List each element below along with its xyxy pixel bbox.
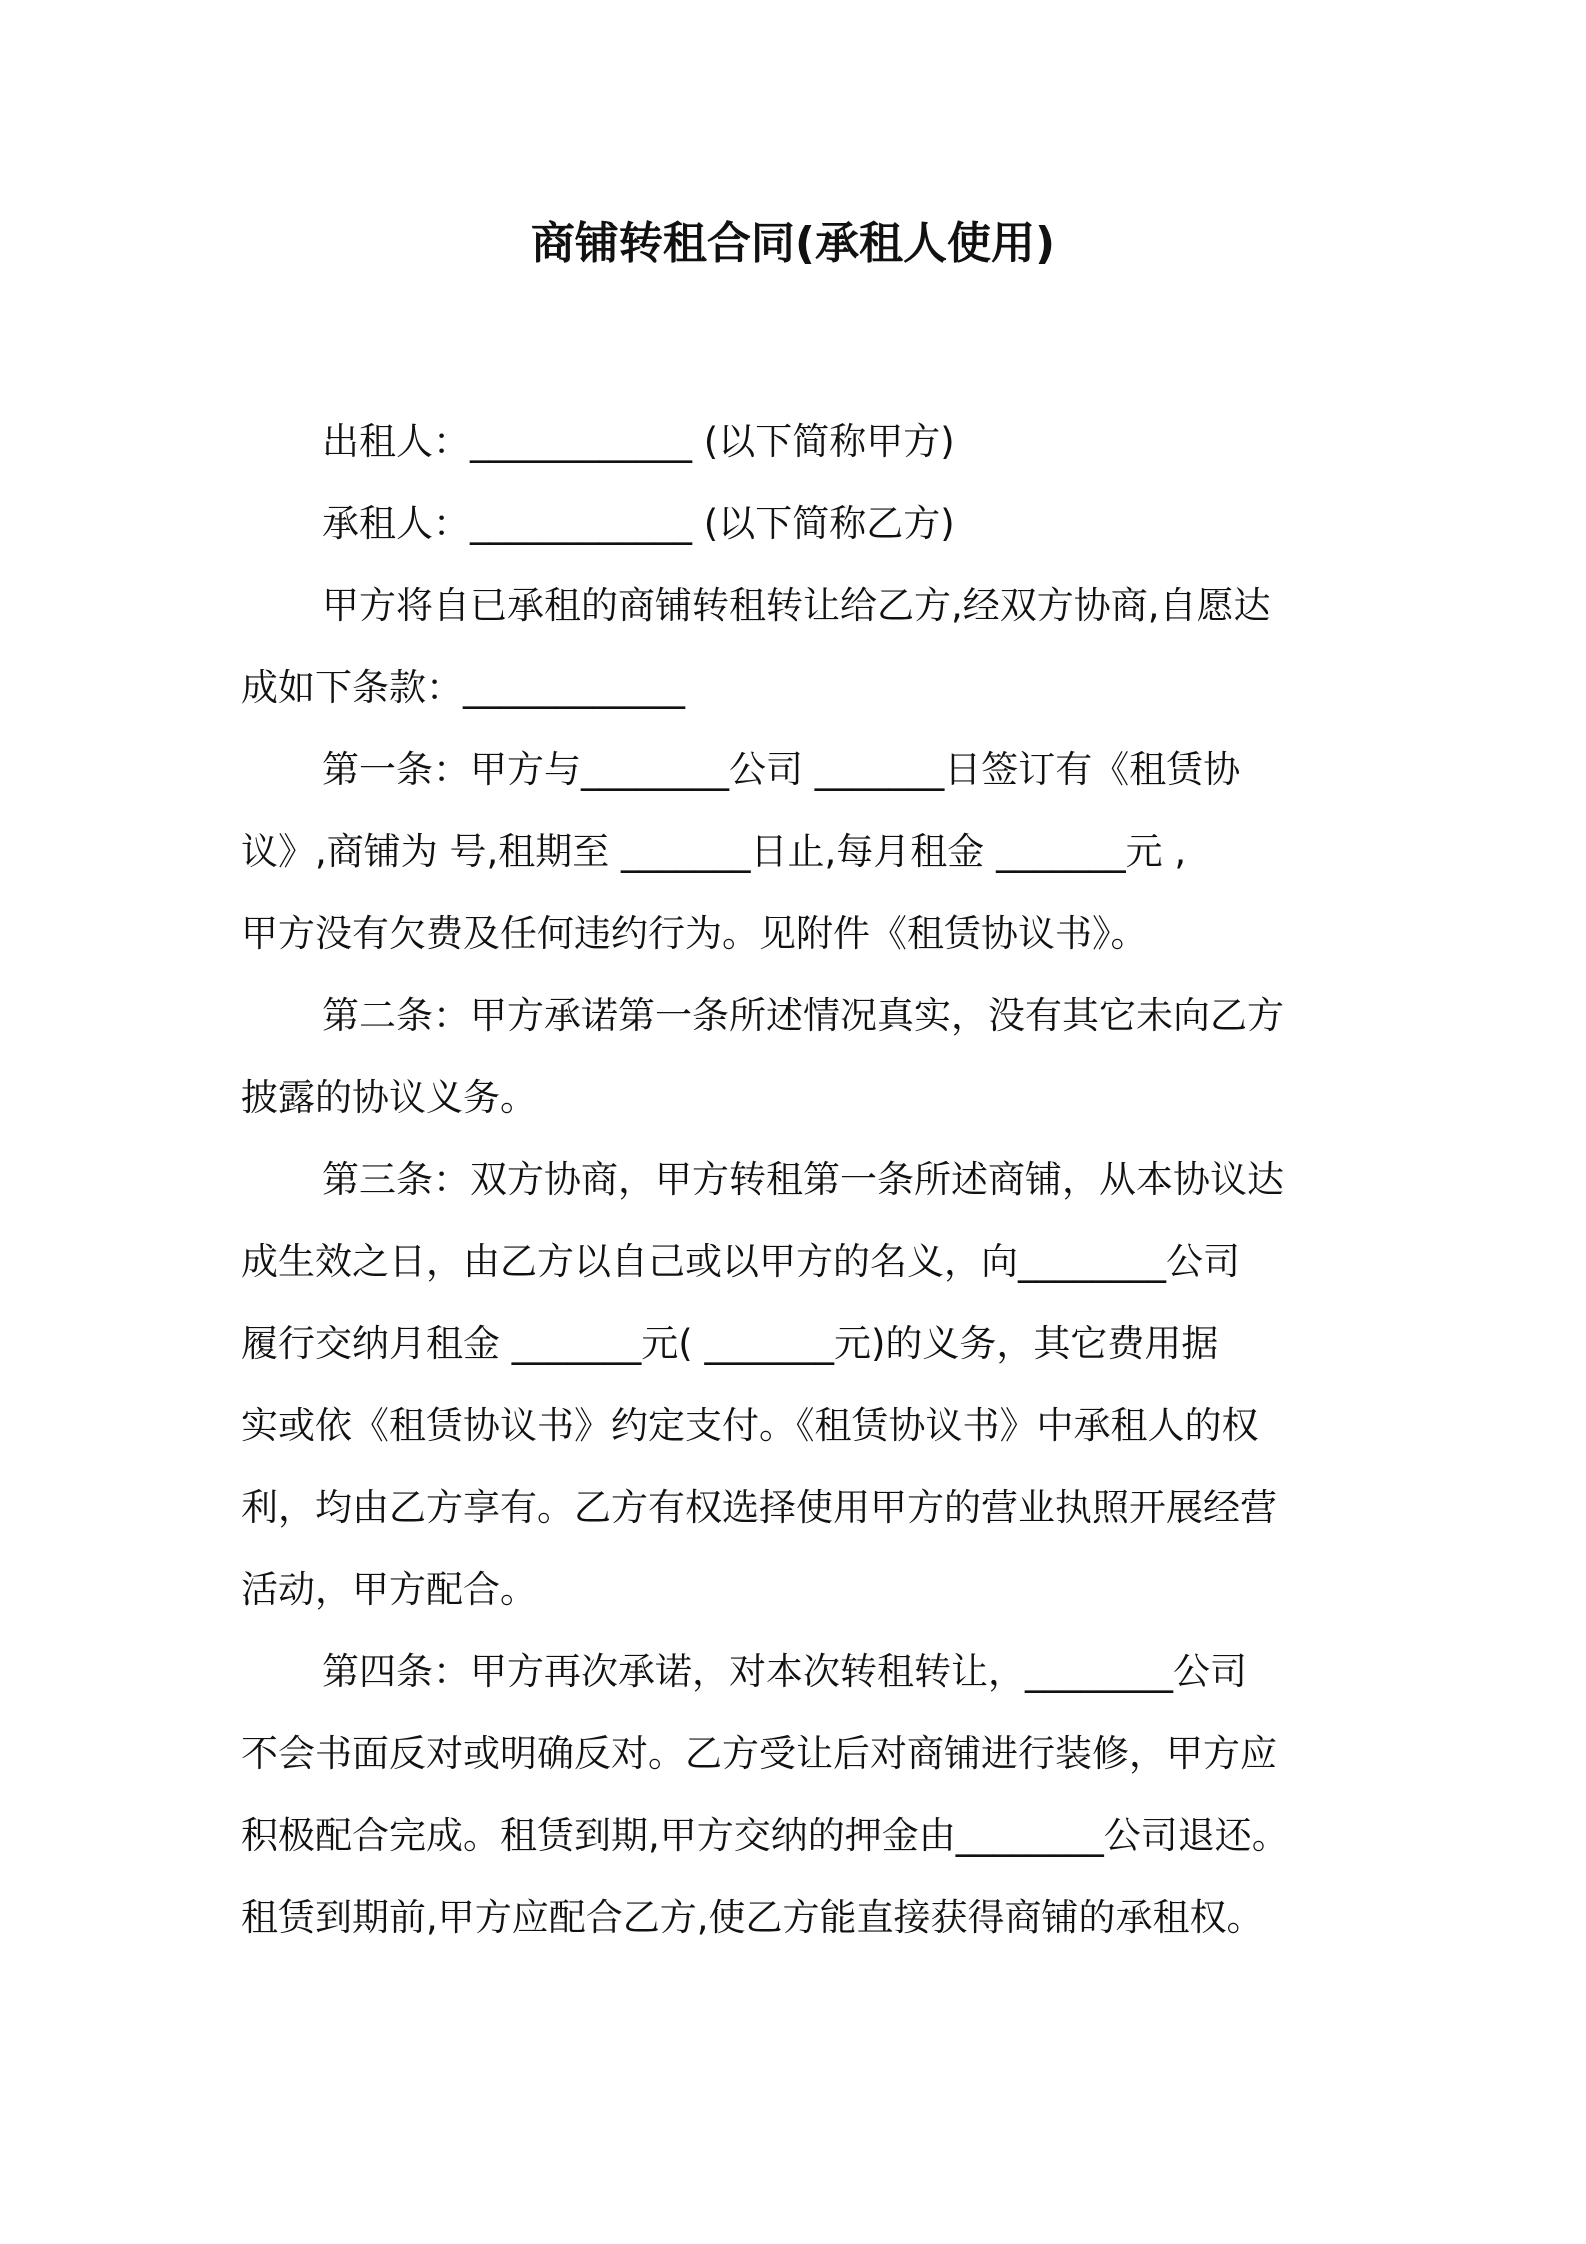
article-4-line-4: 租赁到期前,甲方应配合乙方,使乙方能直接获得商铺的承租权。 (241, 1896, 1264, 1939)
lessor-line: 出租人：____________ (以下简称甲方) (322, 420, 955, 463)
article-2-line-2: 披露的协议义务。 (241, 1076, 537, 1119)
article-1-line-1: 第一条：甲方与________公司 _______日签订有《租赁协 (322, 748, 1241, 791)
article-3-line-2: 成生效之日，由乙方以自己或以甲方的名义，向________公司 (241, 1240, 1240, 1283)
article-3-line-6: 活动，甲方配合。 (241, 1568, 537, 1611)
article-4-line-3: 积极配合完成。租赁到期,甲方交纳的押金由________公司退还。 (241, 1814, 1289, 1857)
article-1-line-2: 议》,商铺为 号,租期至 _______日止,每月租金 _______元 , (241, 830, 1187, 873)
article-4-line-2: 不会书面反对或明确反对。乙方受让后对商铺进行装修，甲方应 (241, 1732, 1277, 1775)
article-3-line-5: 利，均由乙方享有。乙方有权选择使用甲方的营业执照开展经营 (241, 1486, 1277, 1529)
article-2-line-1: 第二条：甲方承诺第一条所述情况真实，没有其它未向乙方 (322, 994, 1284, 1037)
article-4-line-1: 第四条：甲方再次承诺，对本次转租转让，________公司 (322, 1650, 1247, 1693)
article-3-line-3: 履行交纳月租金 _______元( _______元)的义务，其它费用据 (241, 1322, 1219, 1365)
preamble-line-2: 成如下条款：____________ (241, 666, 685, 709)
article-1-line-3: 甲方没有欠费及任何违约行为。见附件《租赁协议书》。 (241, 912, 1148, 955)
document-title: 商铺转租合同(承租人使用) (530, 218, 1056, 269)
article-3-line-4: 实或依《租赁协议书》约定支付。《租赁协议书》中承租人的权 (241, 1404, 1259, 1447)
lessee-line: 承租人：____________ (以下简称乙方) (322, 502, 955, 545)
preamble-line-1: 甲方将自已承租的商铺转租转让给乙方,经双方协商,自愿达 (322, 584, 1271, 627)
article-3-line-1: 第三条：双方协商，甲方转租第一条所述商铺，从本协议达 (322, 1158, 1284, 1201)
